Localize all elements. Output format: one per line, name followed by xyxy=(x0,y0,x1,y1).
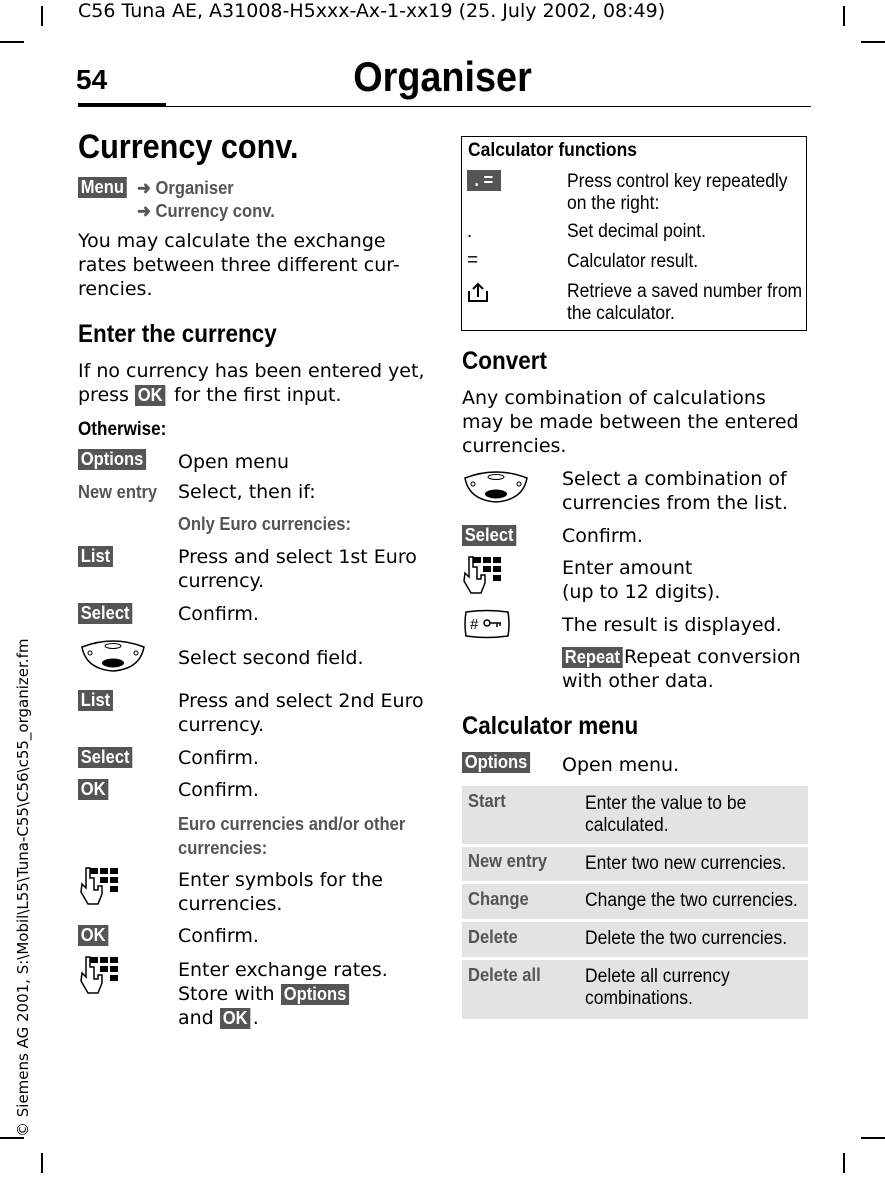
step-text xyxy=(562,556,720,604)
select-key: Select xyxy=(78,603,132,624)
step-text xyxy=(178,868,383,916)
list-key: List xyxy=(78,546,113,567)
keypad-icon xyxy=(80,866,120,908)
calc-function-text xyxy=(567,281,802,325)
crop-mark xyxy=(843,1153,845,1173)
equals-symbol: = xyxy=(467,250,479,271)
text-line: (up to 12 digits). xyxy=(562,581,721,603)
step-text: The result is displayed. xyxy=(562,614,782,636)
arrow-icon: ➜ xyxy=(137,178,151,198)
menu-item-text xyxy=(585,793,746,837)
text-line: currency. xyxy=(178,714,265,736)
step-text: Confirm. xyxy=(178,925,259,947)
calc-function-text xyxy=(567,171,788,215)
new-entry-label: New entry xyxy=(78,482,158,502)
keypad-icon xyxy=(80,955,120,997)
otherwise-label: Otherwise: xyxy=(78,419,167,440)
menu-item-text: Enter two new currencies. xyxy=(585,853,787,874)
step-text: Confirm. xyxy=(562,525,643,547)
repeat-key: Repeat xyxy=(562,647,623,668)
page-title: Organiser xyxy=(353,53,532,100)
crop-mark xyxy=(843,6,845,26)
text-line: Press control key repeatedly xyxy=(567,171,788,192)
header-rule xyxy=(78,106,811,107)
text-line: combinations. xyxy=(585,988,693,1009)
navigation-key-icon xyxy=(463,468,529,504)
step-text xyxy=(562,467,788,515)
crop-mark xyxy=(41,1153,43,1173)
ok-key: OK xyxy=(220,1008,250,1029)
hash-key-icon xyxy=(463,608,511,640)
enter-currency-text xyxy=(78,359,424,407)
ok-key: OK xyxy=(135,385,165,406)
section-title: Currency conv. xyxy=(78,128,299,166)
only-euro-label: Only Euro currencies: xyxy=(178,514,352,534)
calc-function-text: Set decimal point. xyxy=(567,221,706,242)
repeat-text xyxy=(562,645,801,693)
step-text xyxy=(178,958,388,1030)
text-line: currencies. xyxy=(462,435,567,457)
text-line xyxy=(562,645,801,669)
menu-path-step-2 xyxy=(137,201,275,222)
crop-mark xyxy=(41,6,43,26)
text-line: Press and select 1st Euro xyxy=(178,546,417,568)
options-key: Options xyxy=(281,984,349,1005)
options-key: Options xyxy=(462,752,530,773)
crop-mark xyxy=(0,1137,24,1139)
text-line xyxy=(178,1006,388,1030)
copyright-side-text: © Siemens AG 2001, S:\Mobil\L55\Tuna-C55\C56\c55_organizer.fm xyxy=(14,638,32,1137)
text-line xyxy=(78,383,424,407)
intro-line: You may calculate the exchange xyxy=(78,230,386,252)
calculator-functions-heading: Calculator functions xyxy=(468,140,637,161)
text-line: If no currency has been entered yet, xyxy=(78,360,425,382)
text-line: currencies from the list. xyxy=(562,492,788,514)
crop-mark xyxy=(861,41,885,43)
text-fragment: . xyxy=(252,1007,259,1029)
text-fragment: and xyxy=(178,1007,214,1029)
euro-other-label xyxy=(178,812,405,860)
step-text: Open menu xyxy=(178,451,290,473)
text-line: on the right: xyxy=(567,193,660,214)
menu-path-step-1 xyxy=(137,178,234,199)
retrieve-icon xyxy=(467,281,489,303)
menu-item-label: Delete xyxy=(468,927,518,947)
text-line: Enter the value to be xyxy=(585,793,747,814)
step-text: Select, then if: xyxy=(178,481,316,503)
arrow-icon: ➜ xyxy=(137,201,151,221)
text-fragment: Store with xyxy=(178,983,275,1005)
menu-item-label: Delete all xyxy=(468,965,541,985)
step-text: Confirm. xyxy=(178,747,259,769)
text-fragment: for the first input. xyxy=(174,384,342,406)
crop-mark xyxy=(0,41,24,43)
menu-item-text: Change the two currencies. xyxy=(585,890,798,911)
text-line: Enter amount xyxy=(562,557,693,579)
menu-path xyxy=(78,177,131,198)
text-line: Euro currencies and/or other xyxy=(178,814,406,834)
menu-item-label: Change xyxy=(468,889,529,909)
calculator-menu-heading: Calculator menu xyxy=(462,712,639,740)
intro-line: rencies. xyxy=(78,278,153,300)
path-currency-conv: Currency conv. xyxy=(155,201,275,221)
step-text: Select second field. xyxy=(178,647,364,669)
text-line: calculated. xyxy=(585,815,669,836)
convert-intro xyxy=(462,386,799,458)
menu-key: Menu xyxy=(78,177,127,198)
options-key: Options xyxy=(78,449,146,470)
step-text: Confirm. xyxy=(178,779,259,801)
step-text xyxy=(178,689,424,737)
menu-item-label: Start xyxy=(468,791,506,811)
select-key: Select xyxy=(78,747,132,768)
ok-key: OK xyxy=(78,925,108,946)
select-key: Select xyxy=(462,525,516,546)
decimal-symbol: . xyxy=(467,221,473,242)
step-text: Open menu. xyxy=(562,754,680,776)
text-line: Enter symbols for the xyxy=(178,869,383,891)
path-organiser: Organiser xyxy=(155,178,234,198)
text-line: with other data. xyxy=(562,670,714,692)
keypad-icon xyxy=(463,555,503,597)
step-text: Confirm. xyxy=(178,603,259,625)
convert-heading: Convert xyxy=(462,347,548,375)
text-line: currencies: xyxy=(178,838,268,858)
text-line: Select a combination of xyxy=(562,468,787,490)
text-fragment: Repeat conversion xyxy=(624,646,801,668)
enter-currency-heading: Enter the currency xyxy=(78,320,277,348)
text-line: Retrieve a saved number from xyxy=(567,281,803,302)
control-key-symbol: . = xyxy=(467,170,501,191)
text-line: Press and select 2nd Euro xyxy=(178,690,424,712)
calc-function-text: Calculator result. xyxy=(567,251,699,272)
page-number: 54 xyxy=(76,64,108,95)
ok-key: OK xyxy=(78,779,108,800)
intro-paragraph xyxy=(78,229,400,301)
text-line: Delete all currency xyxy=(585,966,730,987)
text-line: currencies. xyxy=(178,893,283,915)
menu-item-text xyxy=(585,966,730,1010)
intro-line: rates between three different cur- xyxy=(78,254,400,276)
text-line: Any combination of calculations xyxy=(462,387,766,409)
document-id-line: C56 Tuna AE, A31008-H5xxx-Ax-1-xx19 (25. July 2002, 08:49) xyxy=(78,0,666,22)
menu-item-text: Delete the two currencies. xyxy=(585,928,788,949)
text-line: Enter exchange rates. xyxy=(178,959,388,981)
step-text xyxy=(178,545,417,593)
text-line xyxy=(178,982,388,1006)
text-line: may be made between the entered xyxy=(462,411,799,433)
crop-mark xyxy=(861,1137,885,1139)
menu-item-label: New entry xyxy=(468,851,548,871)
text-line: the calculator. xyxy=(567,303,675,324)
svg-text:#: # xyxy=(470,616,479,633)
list-key: List xyxy=(78,690,113,711)
text-line: currency. xyxy=(178,570,265,592)
navigation-key-icon xyxy=(80,637,146,673)
text-fragment: press xyxy=(78,384,129,406)
